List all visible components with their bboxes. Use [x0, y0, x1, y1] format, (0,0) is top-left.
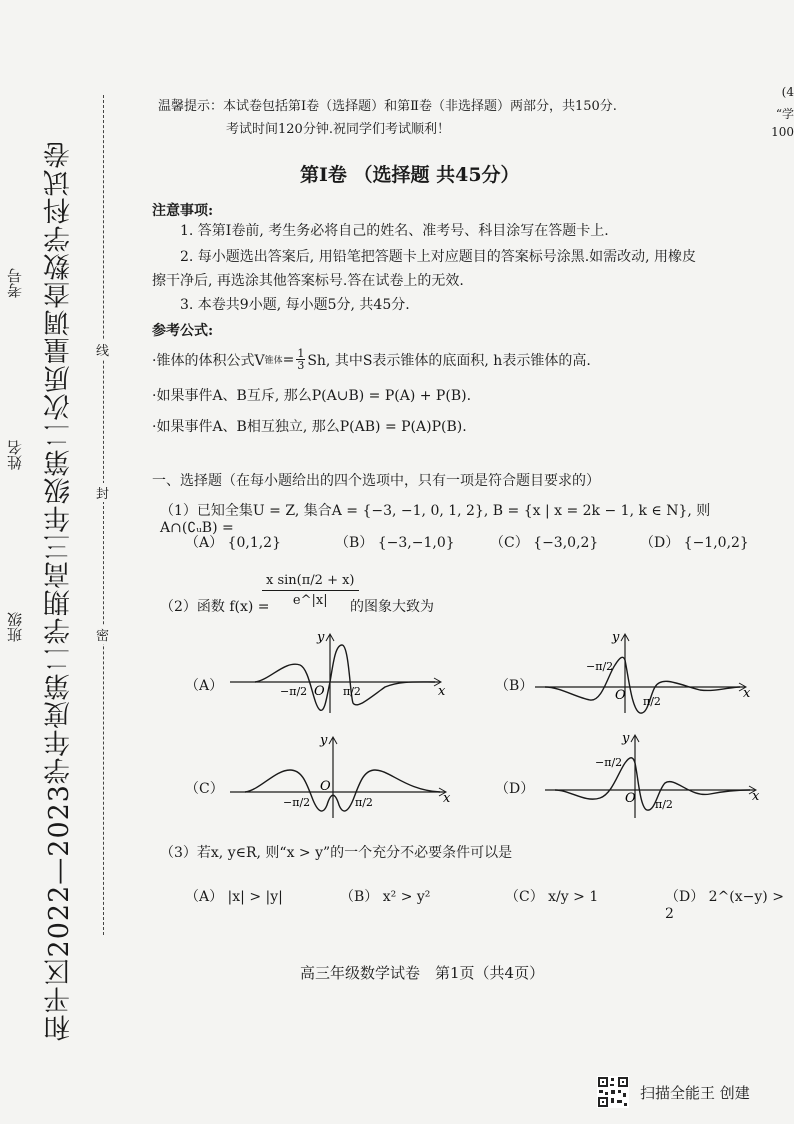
- seal-word-xian: 线: [96, 340, 109, 359]
- corner-text-3: 100: [771, 125, 794, 139]
- side-label-banji: 班级: [6, 612, 24, 642]
- graph-c-y-label: y: [320, 733, 328, 748]
- tip-line-2: 考试时间120分钟.祝同学们考试顺利！: [226, 122, 450, 137]
- graph-b-pos-half-pi: π/2: [643, 695, 661, 708]
- graph-c-neg-half-pi: −π/2: [283, 796, 311, 809]
- graph-d-x-label: x: [752, 789, 760, 804]
- graph-a-curve: [255, 645, 435, 710]
- q2-graph-a: [225, 625, 455, 715]
- graph-a-neg-half-pi: −π/2: [280, 685, 308, 698]
- q1-option-d: （D） {−1,0,2}: [640, 535, 749, 551]
- graph-b-y-label: y: [612, 630, 620, 645]
- formula-cone-volume: [152, 348, 591, 371]
- q2-fraction-num: x sin(π/2 + x): [262, 573, 359, 591]
- q2-label-b: （B）: [495, 678, 534, 694]
- graph-c-x-label: x: [443, 791, 451, 806]
- graph-d-curve: [555, 758, 750, 810]
- formulas-heading: 参考公式:: [152, 323, 214, 339]
- section-title: 第Ⅰ卷 （选择题 共45分）: [300, 164, 520, 186]
- formula-cone-part-b: =: [282, 351, 295, 368]
- side-label-kaohao: 考号: [6, 268, 24, 298]
- formula-cone-part-a: ·锥体的体积公式V: [152, 352, 265, 369]
- note-item-2b: 擦干净后, 再选涂其他答案标号.答在试卷上的无效.: [152, 273, 464, 289]
- graph-d-pos-half-pi: π/2: [655, 798, 673, 811]
- q2-graph-c: [225, 730, 455, 820]
- q2-stem-b: 的图象大致为: [350, 599, 434, 615]
- graph-d-neg-half-pi: −π/2: [595, 756, 623, 769]
- q2-label-a: （A）: [185, 678, 224, 694]
- formula-cone-part-c: Sh, 其中S表示锥体的底面积, h表示锥体的高.: [307, 352, 591, 369]
- formula-cone-fraction: [296, 348, 305, 371]
- q2-label-d: （D）: [495, 781, 535, 797]
- graph-d-origin: O: [625, 791, 636, 806]
- q2-fraction: [262, 573, 359, 608]
- scanner-watermark: 扫描全能王 创建: [640, 1084, 750, 1102]
- note-item-3: 3. 本卷共9小题, 每小题5分, 共45分.: [180, 297, 410, 313]
- q1-option-b: （B） {−3,−1,0}: [335, 535, 455, 551]
- formula-cone-frac-num: 1: [297, 347, 305, 360]
- qr-code-icon: [597, 1076, 629, 1108]
- q3-option-d: （D） 2^(x−y) > 2: [665, 889, 784, 922]
- q2-stem-a: （2）函数 f(x) =: [160, 599, 270, 615]
- side-label-xingming: 姓名: [6, 440, 24, 470]
- q3-stem: （3）若x, y∈R, 则“x > y”的一个充分不必要条件可以是: [160, 845, 513, 861]
- q2-fraction-den: e^|x|: [292, 593, 328, 608]
- side-exam-title: [40, 140, 100, 1042]
- graph-a-pos-half-pi: π/2: [343, 685, 361, 698]
- part1-heading: 一、选择题（在每小题给出的四个选项中，只有一项是符合题目要求的）: [152, 473, 600, 489]
- side-exam-title-text: 和平区2022—2023学年度第二学期高三年级第二次质量调查数学科试卷: [44, 140, 75, 1042]
- graph-b-x-label: x: [743, 686, 751, 701]
- formula-mutually-exclusive: ·如果事件A、B互斥, 那么P(A∪B) = P(A) + P(B).: [152, 388, 472, 404]
- note-item-1: 1. 答第Ⅰ卷前, 考生务必将自己的姓名、准考号、科目涂写在答题卡上.: [180, 223, 609, 239]
- formula-independent: ·如果事件A、B相互独立, 那么P(AB) = P(A)P(B).: [152, 419, 467, 435]
- note-item-2a: 2. 每小题选出答案后, 用铅笔把答题卡上对应题目的答案标号涂黑.如需改动, 用橡皮: [180, 249, 697, 265]
- graph-a-y-label: y: [317, 630, 325, 645]
- q1-option-c: （C） {−3,0,2}: [490, 535, 599, 551]
- seal-word-feng: 封: [96, 483, 109, 502]
- q2-graph-b: [530, 625, 760, 715]
- graph-c-curve: [245, 770, 440, 811]
- corner-text-1: (4: [781, 85, 794, 99]
- page-footer: 高三年级数学试卷 第1页（共4页）: [300, 964, 545, 982]
- q2-label-c: （C）: [185, 781, 224, 797]
- graph-c-origin: O: [320, 779, 331, 794]
- seal-word-mi: 密: [96, 625, 109, 644]
- formula-cone-frac-den: 3: [297, 359, 305, 372]
- graph-c-pos-half-pi: π/2: [355, 796, 373, 809]
- graph-d-y-label: y: [622, 731, 630, 746]
- seal-fold-line: [103, 95, 104, 935]
- graph-a-origin: O: [314, 684, 325, 699]
- q3-option-c: （C） x/y > 1: [505, 889, 599, 905]
- formula-cone-sub: 锥体: [264, 356, 283, 366]
- q1-option-a: （A） {0,1,2}: [185, 535, 281, 551]
- graph-a-x-label: x: [438, 684, 446, 699]
- tip-line-1: 温馨提示：本试卷包括第Ⅰ卷（选择题）和第Ⅱ卷（非选择题）两部分，共150分.: [158, 99, 617, 114]
- q1-stem: （1）已知全集U = Z, 集合A = {−3, −1, 0, 1, 2}, B = {x | x = 2k − 1, k ∈ N}, 则A∩(∁ᵤB) =: [160, 503, 711, 536]
- q3-option-b: （B） x² > y²: [340, 889, 431, 905]
- corner-text-2: “学: [775, 107, 794, 121]
- q3-option-a: （A） |x| > |y|: [185, 889, 283, 905]
- graph-b-origin: O: [615, 688, 626, 703]
- graph-b-neg-half-pi: −π/2: [586, 660, 614, 673]
- q2-graph-d: [540, 728, 765, 820]
- notes-heading: 注意事项:: [152, 203, 214, 219]
